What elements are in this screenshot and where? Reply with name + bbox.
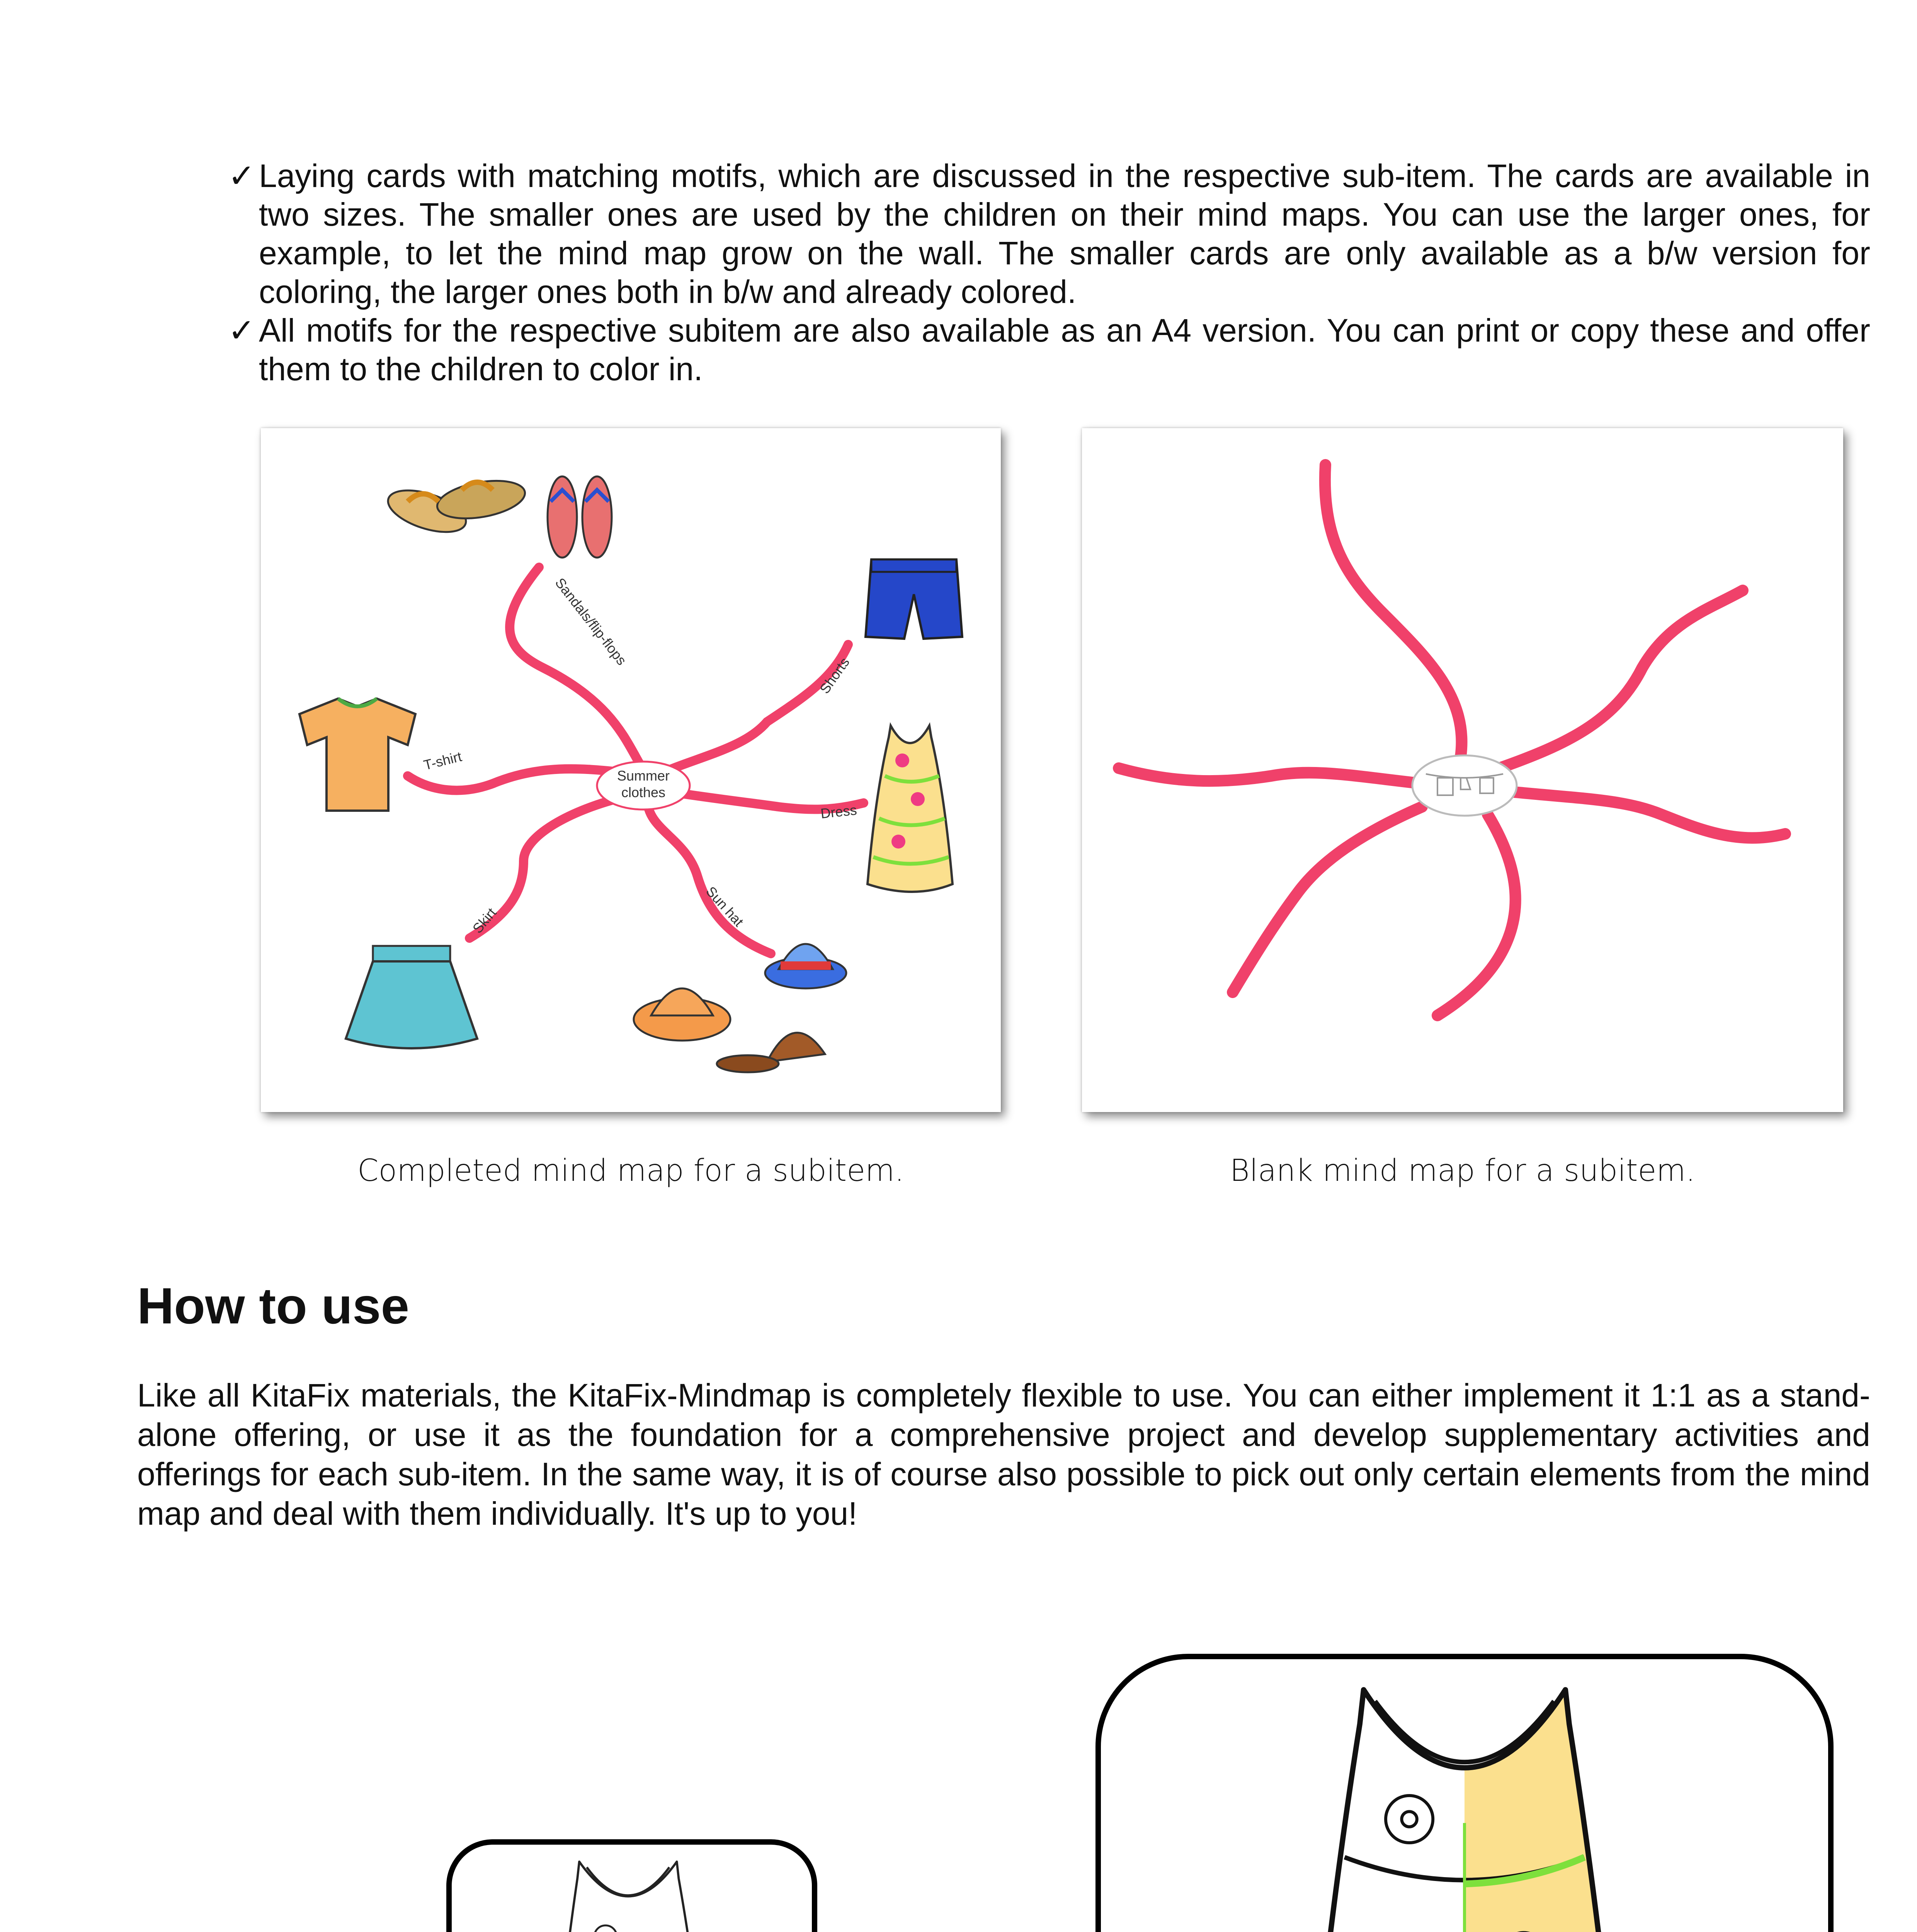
completed-mind-map-photo (261, 428, 1001, 1112)
section-heading: How to use (137, 1277, 410, 1334)
check-icon: ✓ (228, 158, 255, 194)
bucket-hat-icon (765, 944, 846, 988)
cap-icon (717, 1033, 825, 1072)
branch-label: Sun hat (703, 883, 747, 930)
caption-blank: Blank mind map for a subitem. (1230, 1153, 1696, 1188)
dress-icon (867, 726, 953, 892)
section-body: Like all KitaFix materials, the KitaFix-Mindmap is completely flexible to use. You can either implement it 1:1 as a stand-alone offering, or use it as the foundation for a comprehensive project and develop supplementary activities and offerings for each sub-item. In the same way, it is of course also possible to pick out only certain elements from the mind map and deal with them individually. It's up to you! (137, 1377, 1870, 1532)
bullet-text: Laying cards with matching motifs, which are discussed in the respective sub-item. The cards are available in two sizes. The smaller ones are used by the children on their mind maps. You can use the larger ones, for example, to let the mind map grow on the wall. The smaller cards are only available as a b/w version for coloring, the larger ones both in b/w and already colored. (259, 158, 1870, 310)
blank-branch (1499, 590, 1743, 768)
blank-branch (1233, 807, 1422, 992)
large-laying-card (1095, 1654, 1834, 1932)
branch-label: Skirt (469, 905, 500, 937)
check-icon: ✓ (228, 312, 255, 349)
branch-tshirt (408, 769, 620, 791)
branch-sunhat (647, 799, 771, 954)
blank-branch (1437, 815, 1516, 1015)
center-bubble (1412, 755, 1517, 816)
bullet-item (228, 311, 1870, 388)
dress-icon (1101, 1659, 1828, 1932)
branch-label: Dress (820, 802, 858, 821)
t-shirt-icon (299, 699, 415, 811)
blank-branch (1119, 768, 1422, 784)
branch-label: Shorts (816, 654, 853, 697)
sun-hat-icon (634, 988, 730, 1041)
bullet-text: All motifs for the respective subitem are also available as an A4 version. You can print or copy these and offer them to the children to color in. (259, 312, 1870, 387)
flip-flops-icon (548, 476, 612, 558)
bullet-list (228, 156, 1870, 388)
center-label: Summer (617, 768, 670, 784)
shorts-icon (866, 560, 962, 639)
blank-branch (1325, 465, 1462, 757)
dress-icon (452, 1845, 812, 1932)
branch-label: Sandals/flip-flops (552, 575, 630, 668)
branch-label: T-shirt (422, 748, 463, 773)
branch-shorts (655, 645, 848, 776)
blank-mind-map (1082, 428, 1843, 1112)
small-laying-card (446, 1839, 817, 1932)
center-label: clothes (621, 784, 666, 800)
sandals-icon (383, 475, 528, 541)
skirt-icon (346, 946, 477, 1048)
completed-mind-map (261, 428, 1001, 1112)
caption-completed: Completed mind map for a subitem. (357, 1153, 904, 1188)
blank-branch (1507, 791, 1785, 838)
bullet-item (228, 156, 1870, 311)
blank-mind-map-photo (1082, 428, 1843, 1112)
